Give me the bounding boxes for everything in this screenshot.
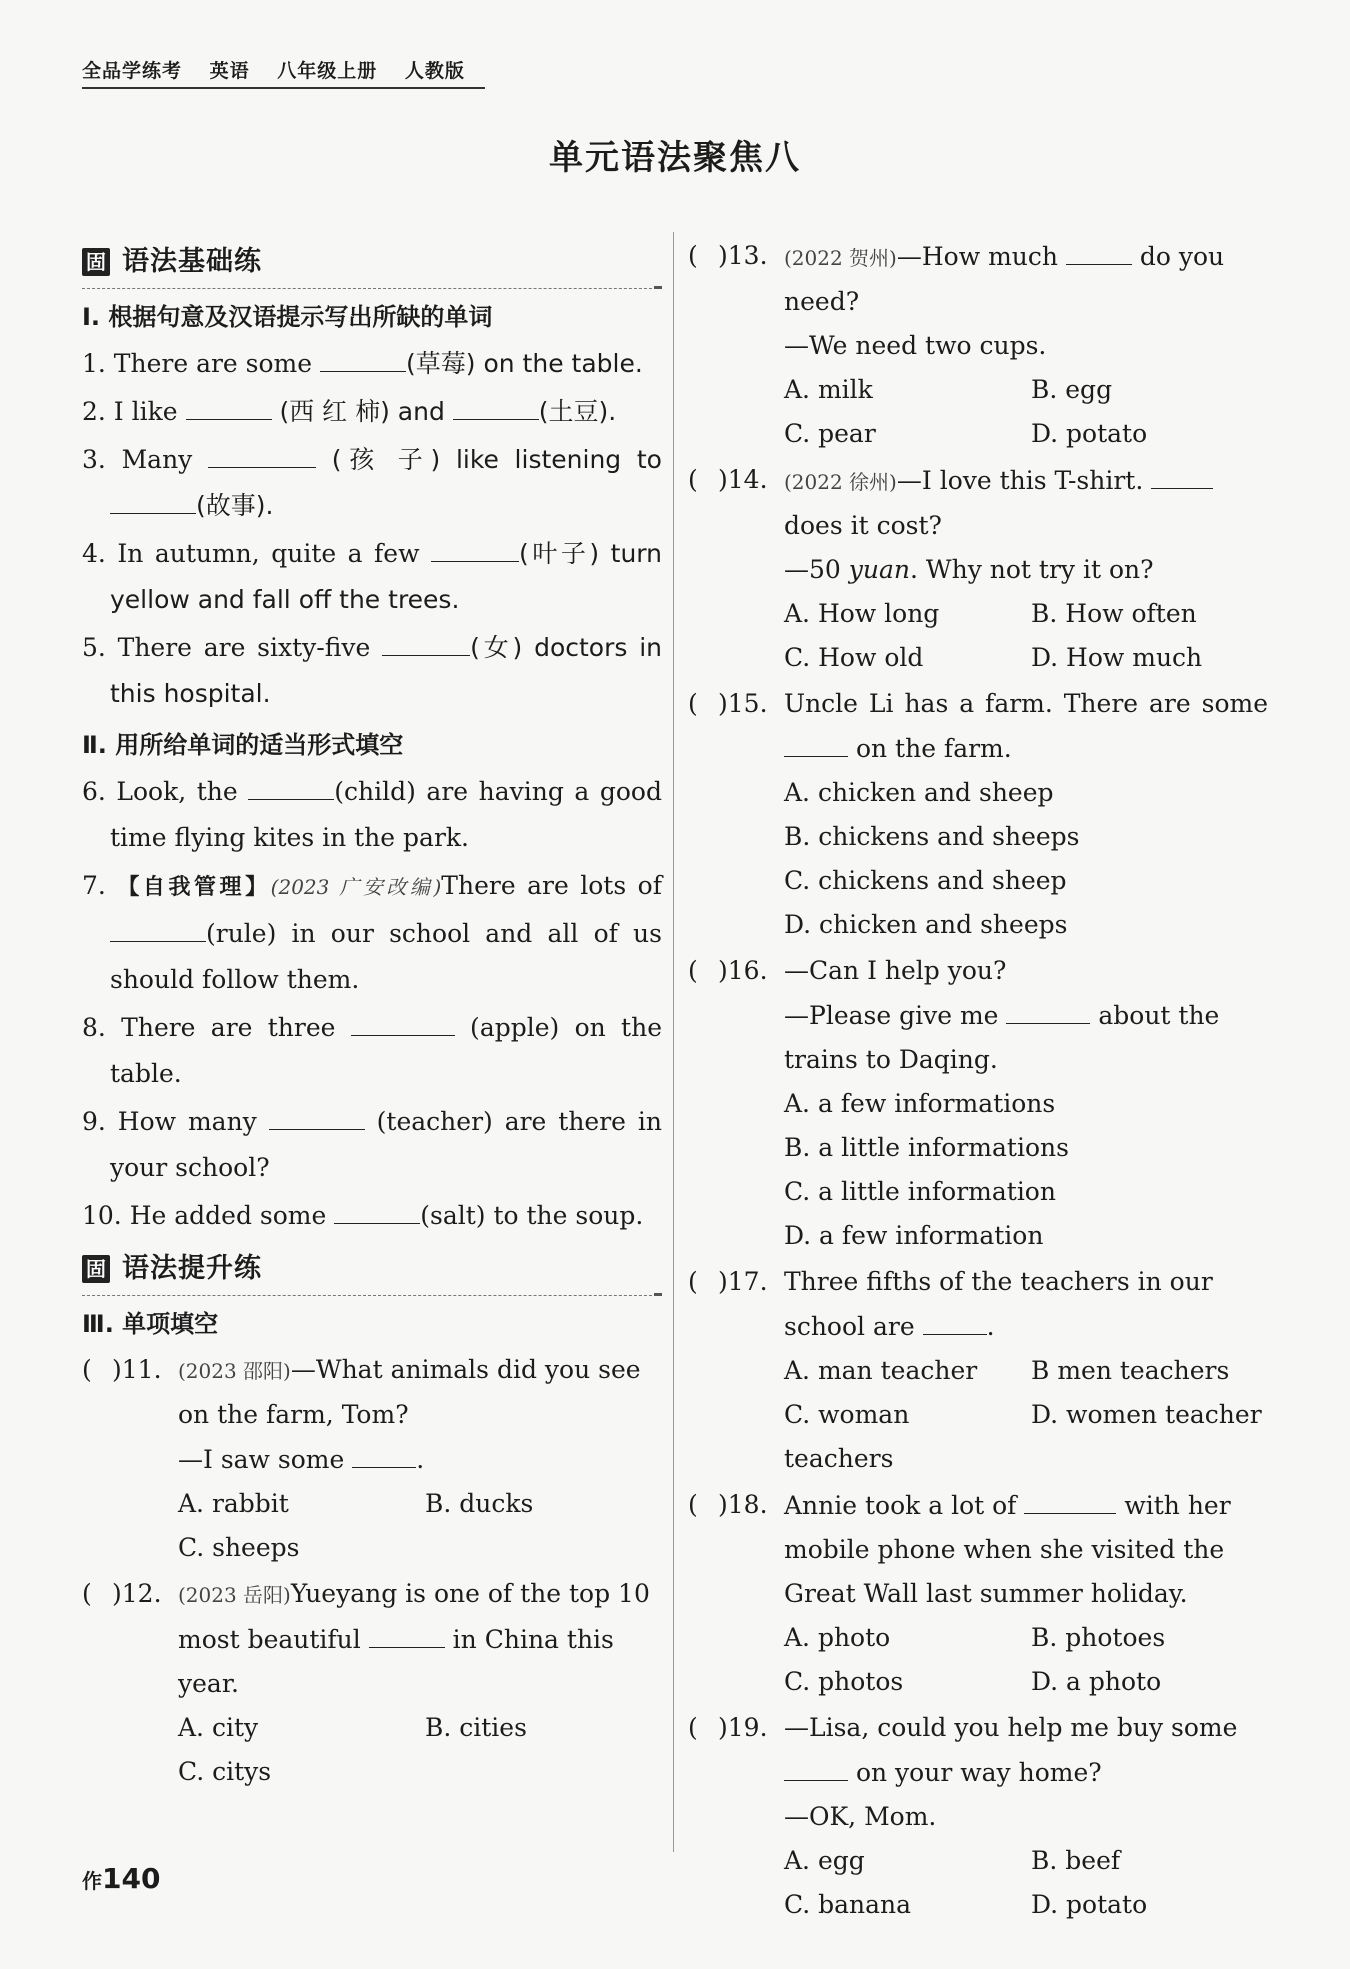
header-grade: 八年级上册	[277, 60, 378, 82]
option-b[interactable]: B. photoes	[1031, 1623, 1166, 1652]
question-15: ( )15. Uncle Li has a farm. There are some on the farm. A. chicken and sheep B. chickens and sheeps C. chickens and sheep D. chicken and sheeps	[688, 682, 1268, 947]
answer-blank[interactable]	[186, 389, 272, 420]
question-9: 9. How many (teacher) are there in your school?	[82, 1099, 662, 1191]
answer-paren[interactable]: (	[688, 956, 698, 985]
option-c[interactable]: C. banana	[784, 1890, 912, 1919]
part-heading-1: Ⅰ. 根据句意及汉语提示写出所缺的单词	[82, 303, 493, 331]
answer-blank[interactable]	[334, 1193, 420, 1224]
option-c[interactable]: C. chickens and sheep	[784, 866, 1067, 895]
section-header-advance	[82, 1243, 662, 1296]
option-b[interactable]: B. beef	[1031, 1846, 1121, 1875]
answer-blank[interactable]	[351, 1005, 455, 1036]
question-7: 7. 【自我管理】(2023 广安改编)There are lots of (rule) in our school and all of us should follow them.	[82, 871, 662, 994]
option-a[interactable]: A. rabbit	[178, 1489, 289, 1518]
option-a[interactable]: A. milk	[784, 375, 873, 404]
answer-blank[interactable]	[248, 769, 334, 800]
running-header	[82, 56, 485, 89]
option-b[interactable]: B. How often	[1031, 599, 1197, 628]
question-16: ( )16. —Can I help you? —Please give me about the trains to Daqing. A. a few informations B. a little informations C. a little information D. a few information	[688, 949, 1268, 1258]
page-number: 140	[102, 1862, 161, 1895]
question-6: 6. Look, the (child) are having a good time flying kites in the park.	[82, 769, 662, 861]
question-13: ( )13. (2022 贺州)—How much do you need? —We need two cups. A. milk B. egg C. pear D. potato	[688, 234, 1268, 456]
answer-paren[interactable]: (	[82, 1355, 92, 1384]
answer-blank[interactable]	[1151, 458, 1213, 489]
section-icon: 固	[82, 1255, 110, 1283]
question-2: 2. I like (西 红 柿) and (土豆).	[82, 389, 662, 435]
question-4: 4. In autumn, quite a few (叶子) turn yellow and fall off the trees.	[82, 531, 662, 623]
answer-blank[interactable]	[1024, 1483, 1116, 1514]
option-c[interactable]: C. pear	[784, 419, 876, 448]
option-b[interactable]: B men teachers	[1031, 1356, 1230, 1385]
option-a[interactable]: A. city	[178, 1713, 259, 1742]
answer-blank[interactable]	[453, 389, 539, 420]
question-11: ( )11. (2023 邵阳)—What animals did you see on the farm, Tom? —I saw some . A. rabbit B. ducks C. sheeps	[82, 1348, 662, 1570]
part-heading-2: Ⅱ. 用所给单词的适当形式填空	[82, 731, 404, 759]
question-5: 5. There are sixty-five (女) doctors in this hospital.	[82, 625, 662, 717]
page-footer	[82, 1862, 160, 1895]
answer-paren[interactable]: (	[688, 1490, 698, 1519]
question-3: 3. Many (孩 子) like listening to (故事).	[82, 437, 662, 529]
option-d[interactable]: D. How much	[1031, 643, 1203, 672]
option-b[interactable]: B. cities	[425, 1713, 527, 1742]
option-d[interactable]: D. potato	[1031, 1890, 1148, 1919]
question-14: ( )14. (2022 徐州)—I love this T-shirt. does it cost? —50 yuan. Why not try it on? A. How long B. How often C. How old D. How much	[688, 458, 1268, 680]
header-subject: 英语	[209, 60, 250, 82]
question-8: 8. There are three (apple) on the table.	[82, 1005, 662, 1097]
part-heading-3: Ⅲ. 单项填空	[82, 1310, 219, 1338]
self-management-tag: 【自我管理】	[117, 875, 271, 900]
answer-blank[interactable]	[382, 625, 470, 656]
answer-paren[interactable]: (	[688, 1713, 698, 1742]
option-a[interactable]: A. How long	[784, 599, 940, 628]
option-c[interactable]: C. How old	[784, 643, 924, 672]
option-d[interactable]: D. a few information	[784, 1221, 1044, 1250]
answer-blank[interactable]	[923, 1304, 987, 1335]
option-a[interactable]: A. chicken and sheep	[784, 778, 1054, 807]
question-source: (2023 广安改编)	[270, 875, 442, 899]
section-header-basic	[82, 236, 662, 289]
answer-paren[interactable]: (	[82, 1579, 92, 1608]
answer-blank[interactable]	[320, 341, 406, 372]
option-b[interactable]: B. a little informations	[784, 1133, 1069, 1162]
answer-paren[interactable]: (	[688, 689, 698, 718]
left-column	[82, 232, 662, 1796]
answer-blank[interactable]	[269, 1099, 365, 1130]
question-12: ( )12. (2023 岳阳)Yueyang is one of the top 10 most beautiful in China this year. A. city B. cities C. citys	[82, 1572, 662, 1794]
answer-paren[interactable]: (	[688, 241, 698, 270]
question-17: ( )17. Three fifths of the teachers in our school are . A. man teacher B men teachers C. woman teachers D. women teacher	[688, 1260, 1268, 1481]
option-b[interactable]: B. ducks	[425, 1489, 534, 1518]
header-series: 全品学练考	[82, 60, 183, 82]
right-column	[688, 232, 1268, 1929]
section-icon: 固	[82, 248, 110, 276]
option-d[interactable]: D. chicken and sheeps	[784, 910, 1068, 939]
option-d[interactable]: D. a photo	[1031, 1667, 1162, 1696]
answer-paren[interactable]: (	[688, 1267, 698, 1296]
option-c[interactable]: C. a little information	[784, 1177, 1056, 1206]
answer-blank[interactable]	[369, 1617, 445, 1648]
answer-blank[interactable]	[110, 483, 196, 514]
footer-prefix: 作	[82, 1869, 102, 1893]
option-a[interactable]: A. photo	[784, 1623, 891, 1652]
question-18: ( )18. Annie took a lot of with her mobile phone when she visited the Great Wall last summer holiday. A. photo B. photoes C. photos D. a photo	[688, 1483, 1268, 1704]
answer-blank[interactable]	[208, 437, 316, 468]
option-c[interactable]: C. sheeps	[178, 1533, 300, 1562]
page-title: 单元语法聚焦八	[549, 138, 801, 178]
option-c[interactable]: C. citys	[178, 1757, 272, 1786]
answer-blank[interactable]	[431, 531, 519, 562]
option-a[interactable]: A. a few informations	[784, 1089, 1056, 1118]
answer-blank[interactable]	[110, 911, 206, 942]
question-10: 10. He added some (salt) to the soup.	[82, 1193, 662, 1239]
option-a[interactable]: A. egg	[784, 1846, 865, 1875]
option-d[interactable]: D. women teacher	[1031, 1400, 1262, 1429]
answer-blank[interactable]	[1006, 993, 1090, 1024]
option-c[interactable]: C. woman teachers	[784, 1400, 910, 1473]
answer-blank[interactable]	[784, 726, 848, 757]
header-edition: 人教版	[404, 60, 465, 82]
option-b[interactable]: B. egg	[1031, 375, 1113, 404]
option-a[interactable]: A. man teacher	[784, 1356, 978, 1385]
answer-blank[interactable]	[1066, 234, 1132, 265]
option-b[interactable]: B. chickens and sheeps	[784, 822, 1080, 851]
question-19: ( )19. —Lisa, could you help me buy some on your way home? —OK, Mom. A. egg B. beef C. banana D. potato	[688, 1706, 1268, 1927]
column-divider	[673, 232, 674, 1852]
answer-paren[interactable]: (	[688, 465, 698, 494]
option-d[interactable]: D. potato	[1031, 419, 1148, 448]
option-c[interactable]: C. photos	[784, 1667, 904, 1696]
question-1: 1. There are some (草莓) on the table.	[82, 341, 662, 387]
section-title: 语法提升练	[122, 1253, 262, 1284]
answer-blank[interactable]	[352, 1437, 416, 1468]
section-title: 语法基础练	[122, 246, 262, 277]
answer-blank[interactable]	[784, 1750, 848, 1781]
